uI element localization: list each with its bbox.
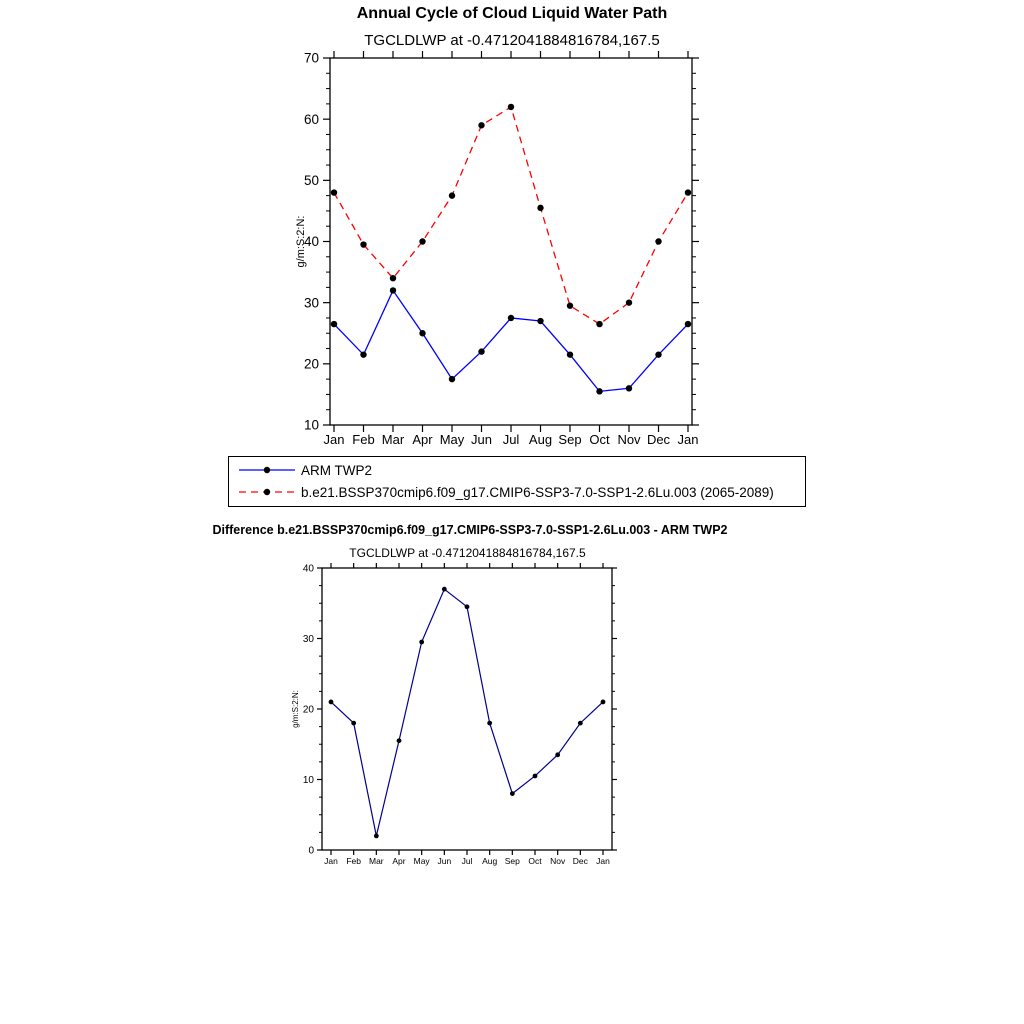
svg-text:May: May	[413, 856, 430, 866]
svg-text:Apr: Apr	[392, 856, 406, 866]
top-chart-title: Annual Cycle of Cloud Liquid Water Path	[356, 5, 668, 22]
svg-text:0: 0	[308, 845, 314, 857]
svg-text:50: 50	[303, 173, 319, 189]
svg-text:Feb: Feb	[352, 432, 375, 447]
svg-text:Jun: Jun	[471, 432, 492, 447]
svg-text:Nov: Nov	[550, 856, 566, 866]
legend-item-model-run	[229, 481, 805, 503]
svg-text:Jan: Jan	[596, 856, 610, 866]
svg-text:30: 30	[303, 295, 319, 311]
svg-text:Sep: Sep	[504, 856, 520, 866]
svg-text:Jul: Jul	[502, 432, 520, 447]
svg-text:Dec: Dec	[646, 432, 671, 447]
svg-text:60: 60	[303, 111, 319, 127]
svg-text:Oct: Oct	[528, 856, 542, 866]
svg-text:Aug: Aug	[482, 856, 498, 866]
svg-text:20: 20	[303, 356, 319, 372]
difference-chart-subtitle: TGCLDLWP at -0.4712041884816784,167.5	[349, 546, 586, 560]
legend-item-arm-twp2	[229, 459, 805, 481]
svg-text:30: 30	[302, 634, 314, 645]
top-chart-subtitle: TGCLDLWP at -0.4712041884816784,167.5	[364, 32, 660, 49]
svg-text:20: 20	[302, 704, 314, 716]
legend-label-arm-twp2: ARM TWP2	[301, 462, 373, 478]
svg-text:10: 10	[303, 417, 319, 433]
svg-text:10: 10	[302, 775, 314, 786]
svg-text:Jan: Jan	[324, 856, 338, 866]
svg-text:Aug: Aug	[528, 432, 553, 447]
svg-text:Dec: Dec	[572, 856, 588, 866]
svg-text:Apr: Apr	[412, 432, 433, 447]
svg-text:Jul: Jul	[461, 856, 473, 866]
difference-chart-title: Difference b.e21.BSSP370cmip6.f09_g17.CMIP6-SSP3-7.0-SSP1-2.6Lu.003 - ARM TWP2	[212, 523, 728, 537]
svg-text:Feb: Feb	[346, 856, 361, 866]
legend-label-model-run: b.e21.BSSP370cmip6.f09_g17.CMIP6-SSP3-7.0-SSP1-2.6Lu.003 (2065-2089)	[301, 484, 774, 500]
svg-text:70: 70	[303, 50, 319, 66]
svg-text:Jan: Jan	[323, 432, 345, 447]
svg-text:Mar: Mar	[381, 432, 405, 447]
difference-line-chart	[0, 555, 1024, 875]
svg-text:Nov: Nov	[617, 432, 641, 447]
svg-text:Sep: Sep	[558, 432, 582, 447]
svg-text:40: 40	[303, 234, 319, 250]
chart-legend	[228, 456, 806, 507]
svg-text:Jun: Jun	[437, 856, 452, 866]
svg-text:40: 40	[302, 563, 314, 575]
annual-cycle-line-chart	[0, 0, 1024, 450]
svg-text:Jan: Jan	[677, 432, 699, 447]
svg-text:g/m:S:2:N:: g/m:S:2:N:	[295, 215, 307, 268]
legend-line-sample-blue	[237, 462, 297, 478]
legend-line-sample-red-dashed	[237, 484, 297, 500]
svg-text:May: May	[439, 432, 465, 447]
svg-text:Mar: Mar	[369, 856, 384, 866]
svg-text:Oct: Oct	[589, 432, 610, 447]
svg-text:g/m:S:2:N:: g/m:S:2:N:	[291, 690, 300, 728]
